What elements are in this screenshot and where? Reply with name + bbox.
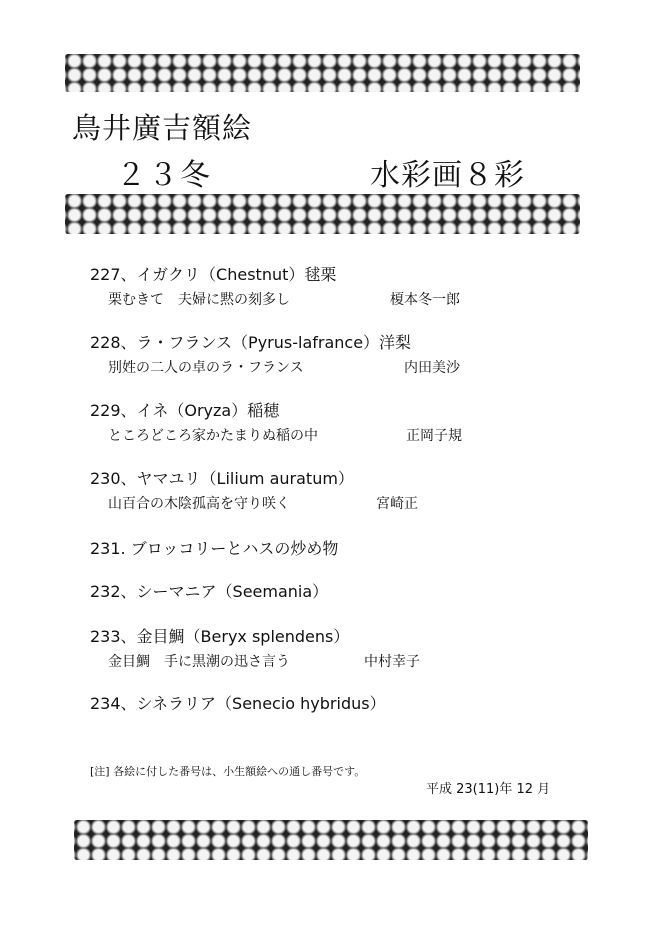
list-item — [90, 624, 420, 671]
entry-heading: 231. ブロッコリーとハスの炒め物 — [90, 539, 339, 558]
list-item — [90, 330, 460, 377]
haiku-text: 山百合の木陰孤高を守り咲く — [108, 496, 290, 512]
haiku-line — [108, 651, 420, 671]
haiku-author: 正岡子規 — [406, 428, 462, 444]
haiku-author: 内田美沙 — [404, 360, 460, 376]
haiku-line — [108, 425, 462, 445]
document-date: 平成 23(11)年 12 月 — [426, 782, 551, 797]
list-item — [90, 536, 338, 559]
document-title: 鳥井廣吉額絵 — [72, 111, 253, 145]
top-decorative-band — [65, 54, 580, 92]
list-item — [90, 466, 418, 513]
entry-heading: 233、金目鯛（Beryx splendens） — [90, 627, 350, 646]
subtitle: 水彩画８彩 — [370, 158, 525, 193]
entry-heading: 229、イネ（Oryza）稲穂 — [90, 401, 280, 420]
list-item — [90, 579, 328, 602]
haiku-line — [108, 493, 418, 513]
footnote: [注] 各絵に付した番号は、小生額絵への通し番号です。 — [90, 765, 366, 778]
season-label: ２３冬 — [116, 158, 212, 193]
entry-heading: 232、シーマニア（Seemania） — [90, 582, 329, 601]
list-item — [90, 691, 386, 714]
haiku-text: 栗むきて 夫婦に黙の刻多し — [108, 292, 290, 308]
list-item — [90, 398, 462, 445]
bottom-decorative-band — [74, 820, 588, 860]
entry-heading: 228、ラ・フランス（Pyrus-lafrance）洋梨 — [90, 333, 412, 352]
haiku-author: 宮崎正 — [376, 496, 418, 512]
haiku-author: 中村幸子 — [364, 654, 420, 670]
haiku-line — [108, 289, 460, 309]
haiku-text: 金目鯛 手に黒潮の迅さ言う — [108, 654, 290, 670]
list-item — [90, 262, 460, 309]
haiku-line — [108, 357, 460, 377]
entry-heading: 230、ヤマユリ（Lilium auratum） — [90, 469, 354, 488]
entry-heading: 227、イガクリ（Chestnut）毬栗 — [90, 265, 337, 284]
haiku-text: 別姓の二人の卓のラ・フランス — [108, 360, 304, 376]
entry-heading: 234、シネラリア（Senecio hybridus） — [90, 694, 386, 713]
middle-decorative-band — [65, 194, 580, 234]
haiku-author: 榎本冬一郎 — [390, 292, 460, 308]
haiku-text: ところどころ家かたまりぬ稲の中 — [108, 428, 318, 444]
